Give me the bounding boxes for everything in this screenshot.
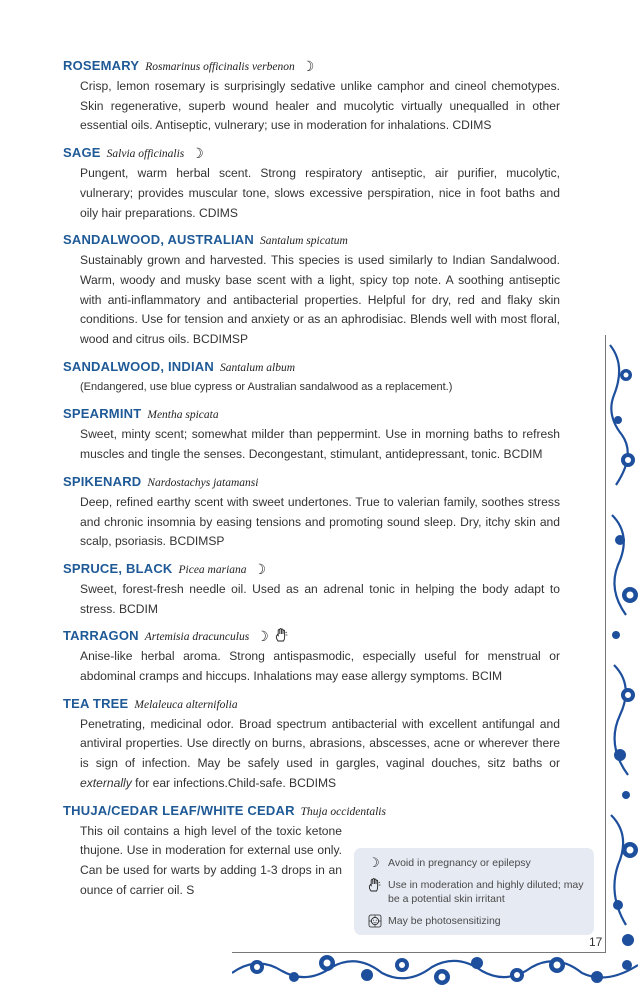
entry-description: Penetrating, medicinal odor. Broad spectrum antibacterial with excellent antifungal and antiviral properties. Use directly on burns, abrasions, abscesses, acne or wherever there is sign of infection. May be safely used in gargles, vaginal douches, sitz baths or externally for ear infections.Child-safe. BCDIMS: [80, 716, 560, 790]
moon-icon: ☽: [301, 58, 315, 74]
entry-description: Anise-like herbal aroma. Strong antispasmodic, especially useful for menstrual or abdominal cramps and hiccups. Inhalations may ease allergy symptoms. BCIM: [80, 649, 560, 684]
hand-icon: [368, 878, 388, 895]
entry-rosemary: [63, 56, 560, 136]
entry-description: Sweet, forest-fresh needle oil. Used as an adrenal tonic in helping the body adapt to stress. BCDIM: [80, 581, 560, 616]
entry-name: THUJA/CEDAR LEAF/WHITE CEDAR: [63, 802, 295, 818]
entry-latin-name: Artemisia dracunculus: [144, 631, 250, 644]
legend-item: [368, 878, 588, 906]
legend-text: Avoid in pregnancy or epilepsy: [388, 857, 531, 869]
symbol-legend: [354, 848, 594, 935]
entry-name: TARRAGON: [63, 628, 139, 644]
moon-icon: ☽: [368, 855, 380, 870]
entry-spruce-black: [63, 559, 560, 619]
entry-name: SAGE: [63, 145, 101, 161]
hand-icon: [275, 628, 288, 647]
entry-description: (Endangered, use blue cypress or Australian sandalwood as a replacement.): [80, 380, 453, 393]
sun-face-icon: [368, 914, 388, 931]
moon-icon: ☽: [256, 628, 269, 645]
entry-description: Crisp, lemon rosemary is surprisingly sedative unlike camphor and cineol chemotypes. Skin regenerative, superb wound healer and mucolytic virtually unequalled in other essential oils. Antiseptic, vulnerary; use in moderation for inhalations. CDIMS: [80, 79, 560, 133]
entry-description: Pungent, warm herbal scent. Strong respiratory antiseptic, air purifier, mucolytic, vulnerary; provides muscular tone, slows excessive perspiration, nice in foot baths and oily hair preparations. CDIMS: [80, 166, 560, 220]
entry-description: Deep, refined earthy scent with sweet undertones. True to valerian family, soothes stress and chronic insomnia by easing tensions and promoting sound sleep. Dry, itchy skin and scalp, psoriasis. BCDIMSP: [80, 494, 560, 549]
page-number: 17: [589, 935, 603, 949]
entry-latin-name: Thuja occidentalis: [300, 805, 386, 818]
entry-latin-name: Picea mariana: [178, 563, 247, 576]
moon-icon: ☽: [253, 560, 267, 577]
entry-description: This oil contains a high level of the toxic ketone thujone. Use in moderation for external use only. Can be used for warts by adding 1-3 drops in an ounce of carrier oil. S: [80, 823, 342, 897]
entry-latin-name: Melaleuca alternifolia: [134, 698, 238, 711]
entry-name: SPIKENARD: [63, 473, 142, 489]
oil-entries: [63, 56, 560, 907]
legend-item: [368, 914, 588, 931]
entry-tea-tree: [63, 694, 560, 794]
legend-text: May be photosensitizing: [388, 915, 501, 927]
entry-name: SANDALWOOD, INDIAN: [63, 358, 214, 374]
entry-latin-name: Nardostachys jatamansi: [147, 476, 259, 489]
entry-latin-name: Santalum spicatum: [259, 235, 348, 248]
entry-name: SANDALWOOD, AUSTRALIAN: [63, 232, 254, 248]
entry-sage: [63, 143, 560, 223]
entry-latin-name: Salvia officinalis: [106, 148, 185, 161]
entry-name: ROSEMARY: [63, 58, 140, 73]
entry-spearmint: [63, 404, 560, 464]
entry-description: Sustainably grown and harvested. This species is used similarly to Indian Sandalwood. Warm, woody and musky base scent with a light, spicy top note. A soothing antiseptic with anti-inflammatory and antibacterial properties. Helpful for dry, red and flaky skin conditions. Use for tension and anxiety or as an aphrodisiac. Blends well with most floral, wood and citrus oils. BCDIMSP: [80, 253, 560, 347]
floral-ornament-bottom: [232, 953, 638, 986]
entry-description: Sweet, minty scent; somewhat milder than peppermint. Use in morning baths to refresh muscles and tingle the senses. Decongestant, stimulant, antidepressant, tonic. BCDIM: [80, 427, 560, 462]
entry-tarragon: [63, 626, 560, 686]
legend-item: [368, 856, 588, 870]
entry-name: SPEARMINT: [63, 406, 142, 422]
moon-icon: ☽: [191, 145, 204, 162]
entry-latin-name: Mentha spicata: [147, 409, 219, 422]
entry-sandalwood-indian: [63, 357, 560, 398]
entry-sandalwood-australian: [63, 230, 560, 350]
legend-text: Use in moderation and highly diluted; may be a potential skin irritant: [388, 879, 584, 905]
floral-ornament-right: [606, 335, 638, 955]
entry-latin-name: Santalum album: [219, 361, 296, 374]
entry-spikenard: [63, 472, 560, 552]
entry-name: SPRUCE, BLACK: [63, 560, 173, 576]
entry-latin-name: Rosmarinus officinalis verbenon: [145, 61, 295, 73]
entry-name: TEA TREE: [63, 695, 129, 711]
